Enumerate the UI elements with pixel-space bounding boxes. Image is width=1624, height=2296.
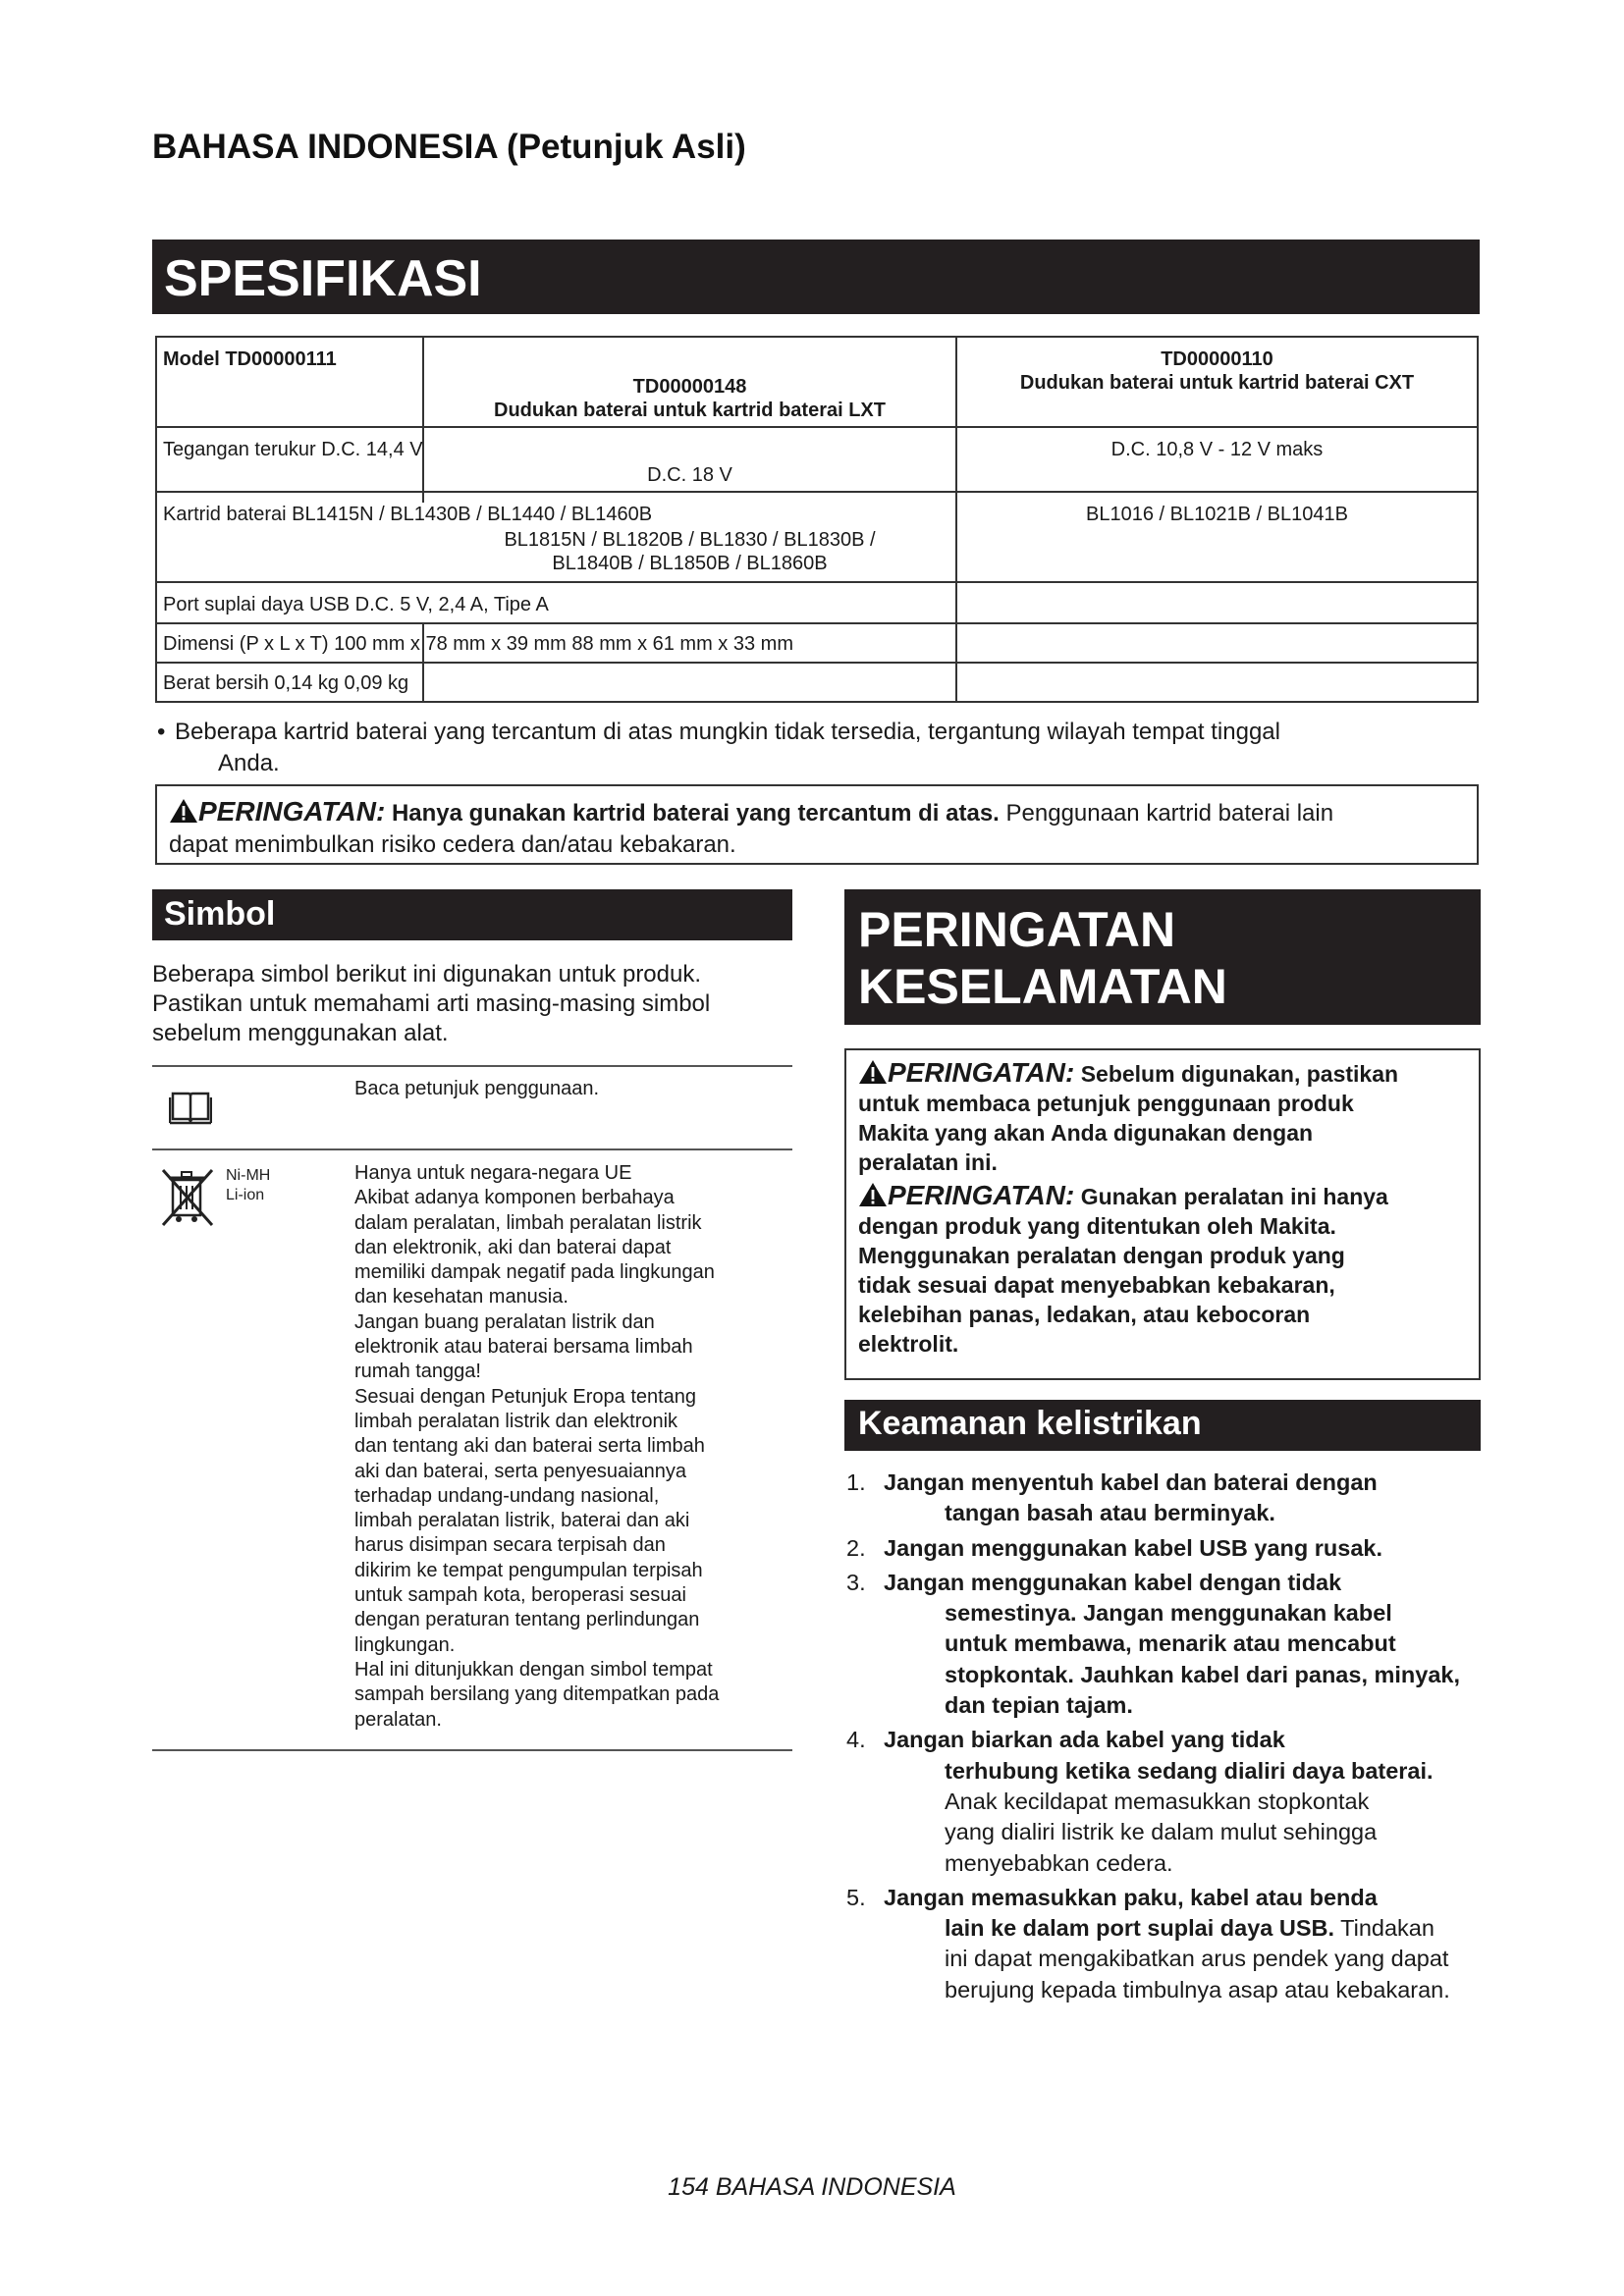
- section-heading-peringatan: PERINGATAN KESELAMATAN: [844, 889, 1481, 1025]
- symbol-weee-text: Hanya untuk negara-negara UE Akibat adanya komponen berbahaya dalam peralatan, limbah peralatan listrik dan elektronik, aki dan baterai dapat memiliki dampak negatif pada lingkungan dan kesehatan manusia. Jangan buang peralatan listrik dan elektronik atau baterai bersama limbah rumah tangga! Sesuai dengan Petunjuk Eropa tentang limbah peralatan listrik dan elektronik dan tentang aki dan baterai serta limbah aki dan baterai, serta penyesuaiannya terhadap undang-undang nasional, limbah peralatan listrik, baterai dan aki harus disimpan secara terpisah dan dikirim ke tempat pengumpulan terpisah untuk sampah kota, beroperasi sesuai dengan peraturan tentang perlindungan lingkungan. Hal ini ditunjukkan dengan simbol tempat sampah bersilang yang ditempatkan pada peralatan.: [354, 1162, 720, 1731]
- spec-model-2: TD00000148: [632, 376, 747, 398]
- electrical-safety-list: [846, 1468, 1494, 2009]
- spec-model-1: Model TD00000111: [163, 348, 337, 370]
- spec-usb-label: Port suplai daya USB D.C. 5 V, 2,4 A, Tipe A: [163, 594, 549, 615]
- divider: [152, 1065, 792, 1067]
- warning-triangle-icon: [169, 798, 198, 824]
- list-item: 4. Jangan biarkan ada kabel yang tidak terhubung ketika sedang dialiri daya baterai. Anak kecildapat memasukkan stopkontak yang dialiri listrik ke dalam mulut sehingga menyebabkan cedera.: [846, 1727, 1434, 1876]
- bin-label-nimh: Ni-MH: [226, 1167, 271, 1184]
- spec-weight-label: Berat bersih 0,14 kg 0,09 kg: [163, 672, 409, 694]
- spec-voltage-3: D.C. 10,8 V - 12 V maks: [1110, 439, 1324, 460]
- spec-battery-2b: BL1840B / BL1850B / BL1860B: [552, 553, 828, 574]
- spec-model-3: TD00000110: [1161, 348, 1273, 370]
- spec-model-3-desc: Dudukan baterai untuk kartrid baterai CXT: [1019, 372, 1415, 394]
- spec-dimension-label: Dimensi (P x L x T) 100 mm x 78 mm x 39 mm 88 mm x 61 mm x 33 mm: [163, 633, 793, 655]
- warning-triangle-icon: [858, 1059, 888, 1085]
- spec-note: • Beberapa kartrid baterai yang tercantum di atas mungkin tidak tersedia, tergantung wilayah tempat tinggal Anda.: [157, 719, 1280, 776]
- symbol-read-manual-text: Baca petunjuk penggunaan.: [354, 1078, 600, 1099]
- battery-warning-box: PERINGATAN: Hanya gunakan kartrid baterai yang tercantum di atas. Penggunaan kartrid baterai lain dapat menimbulkan risiko cedera dan/atau kebakaran.: [155, 784, 1479, 865]
- list-item: 1. Jangan menyentuh kabel dan baterai dengan tangan basah atau berminyak.: [846, 1469, 1378, 1526]
- crossed-bin-icon: [159, 1166, 218, 1232]
- section-heading-spesifikasi: SPESIFIKASI: [152, 240, 1480, 314]
- divider: [152, 1148, 792, 1150]
- spec-table: [155, 336, 1479, 703]
- spec-battery-3: BL1016 / BL1021B / BL1041B: [1086, 504, 1348, 525]
- divider: [152, 1749, 792, 1751]
- spec-model-2-desc: Dudukan baterai untuk kartrid baterai LXT: [494, 400, 886, 421]
- spec-battery-2a: BL1815N / BL1820B / BL1830 / BL1830B /: [504, 529, 876, 551]
- page-language-title: BAHASA INDONESIA (Petunjuk Asli): [152, 128, 746, 166]
- spec-battery-label: Kartrid baterai BL1415N / BL1430B / BL1440 / BL1460B: [163, 504, 653, 525]
- spec-voltage-2: D.C. 18 V: [647, 464, 732, 486]
- page-footer: 154 BAHASA INDONESIA: [668, 2173, 956, 2201]
- general-warning-box: PERINGATAN: Sebelum digunakan, pastikan untuk membaca petunjuk penggunaan produk Makita yang akan Anda digunakan dengan peralatan ini. PERINGATAN: Gunakan peralatan ini hanya dengan produk yang ditentukan oleh Makita. Menggunakan peralatan dengan produk yang tidak sesuai dapat menyebabkan kebakaran, kelebihan panas, ledakan, atau kebocoran elektrolit.: [844, 1048, 1481, 1380]
- section-heading-keamanan: Keamanan kelistrikan: [844, 1400, 1481, 1451]
- book-icon: [169, 1088, 212, 1132]
- bin-label-liion: Li-ion: [226, 1187, 265, 1203]
- list-item: 2. Jangan menggunakan kabel USB yang rusak.: [846, 1534, 1383, 1561]
- section-heading-simbol: Simbol: [152, 889, 792, 940]
- spec-voltage-label: Tegangan terukur D.C. 14,4 V: [163, 439, 423, 460]
- list-item: 5. Jangan memasukkan paku, kabel atau benda lain ke dalam port suplai daya USB. Tindakan ini dapat mengakibatkan arus pendek yang dapat berujung kepada timbulnya asap atau kebakaran.: [846, 1884, 1450, 2002]
- simbol-intro: Beberapa simbol berikut ini digunakan untuk produk. Pastikan untuk memahami arti masing-masing simbol sebelum menggunakan alat.: [152, 961, 711, 1046]
- list-item: 3. Jangan menggunakan kabel dengan tidak semestinya. Jangan menggunakan kabel untuk membawa, menarik atau mencabut stopkontak. Jauhkan kabel dari panas, minyak, dan tepian tajam.: [846, 1569, 1461, 1719]
- warning-triangle-icon: [858, 1182, 888, 1207]
